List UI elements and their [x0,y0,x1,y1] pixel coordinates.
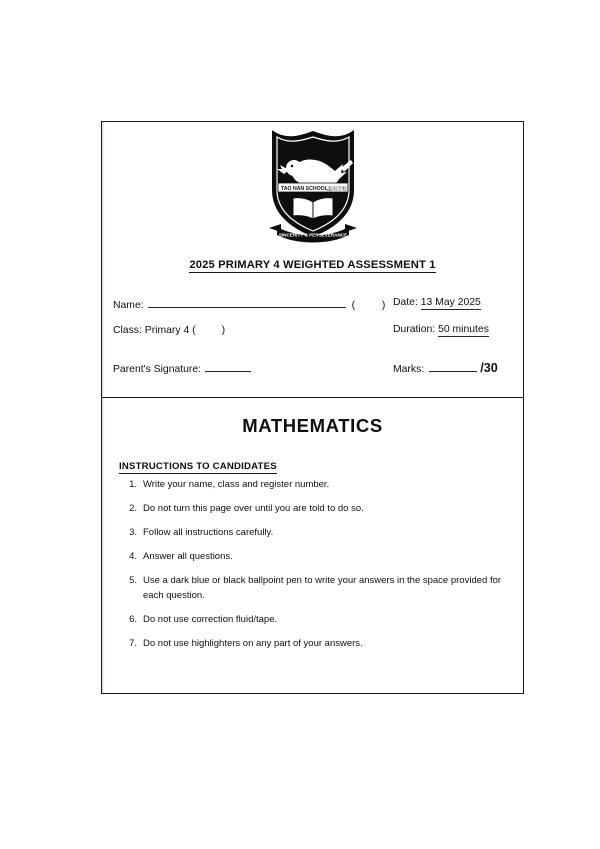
instruction-item [119,478,514,493]
class-value: Primary 4 ( [144,325,196,336]
parent-signature-blank[interactable] [205,361,251,372]
name-input-blank[interactable] [148,297,346,308]
instruction-number: 3. [129,527,137,538]
instruction-item [119,502,514,517]
duration-label: Duration: [393,324,436,335]
instruction-number: 5. [129,575,137,586]
duration-value: 50 minutes [438,324,489,335]
instruction-text: Do not use correction fluid/tape. [143,613,278,625]
instruction-item [119,526,514,541]
instruction-item [119,637,514,652]
crest-banner-zh: 道南学校 [326,186,347,193]
marks-total [480,361,498,375]
marks-input-blank[interactable] [429,361,477,372]
date-value: 13 May 2025 [420,297,481,308]
marks-label: Marks: [393,364,425,375]
instruction-item [119,574,514,603]
instruction-text: Do not turn this page over until you are told to do so. [143,503,364,514]
marks-field [393,361,498,375]
exam-title [101,259,524,271]
instruction-number: 4. [129,551,137,562]
instruction-text: Follow all instructions carefully. [143,527,274,538]
instruction-text: Use a dark blue or black ballpoint pen to write your answers in the space provided for each question. [143,575,502,601]
instruction-text: Do not use highlighters on any part of your answers. [143,637,363,649]
exam-title-text: 2025 PRIMARY 4 WEIGHTED ASSESSMENT 1 [189,259,436,271]
name-label: Name: [113,300,144,311]
instruction-number: 2. [129,503,137,514]
instruction-text: Answer all questions. [143,551,233,562]
register-number-slot[interactable]: ( ) [351,300,393,311]
instruction-text: Write your name, class and register number. [143,479,330,490]
motto-ribbon-text: SINCERITY & PERSEVERANCE [278,232,347,238]
marks-total-value: 30 [483,361,498,375]
instruction-number: 7. [129,637,137,649]
instruction-item [119,613,514,628]
subject-title: MATHEMATICS [242,415,383,436]
marks-separator: / [480,361,484,375]
crest-banner-en: TAO NAN SCHOOL [280,186,328,192]
instructions-heading [119,461,277,472]
exam-header-block [101,121,524,398]
instruction-number: 1. [129,479,137,490]
class-close-paren: ) [221,325,226,336]
class-label: Class: [113,325,142,336]
instruction-item [119,550,514,565]
instructions-list [119,478,514,661]
date-label: Date: [393,297,418,308]
school-crest [267,128,359,246]
parent-signature-label: Parent's Signature: [113,364,202,375]
duration-field [393,324,489,335]
instruction-number: 6. [129,613,137,625]
date-field [393,297,481,308]
instructions-heading-text: INSTRUCTIONS TO CANDIDATES [119,461,277,472]
